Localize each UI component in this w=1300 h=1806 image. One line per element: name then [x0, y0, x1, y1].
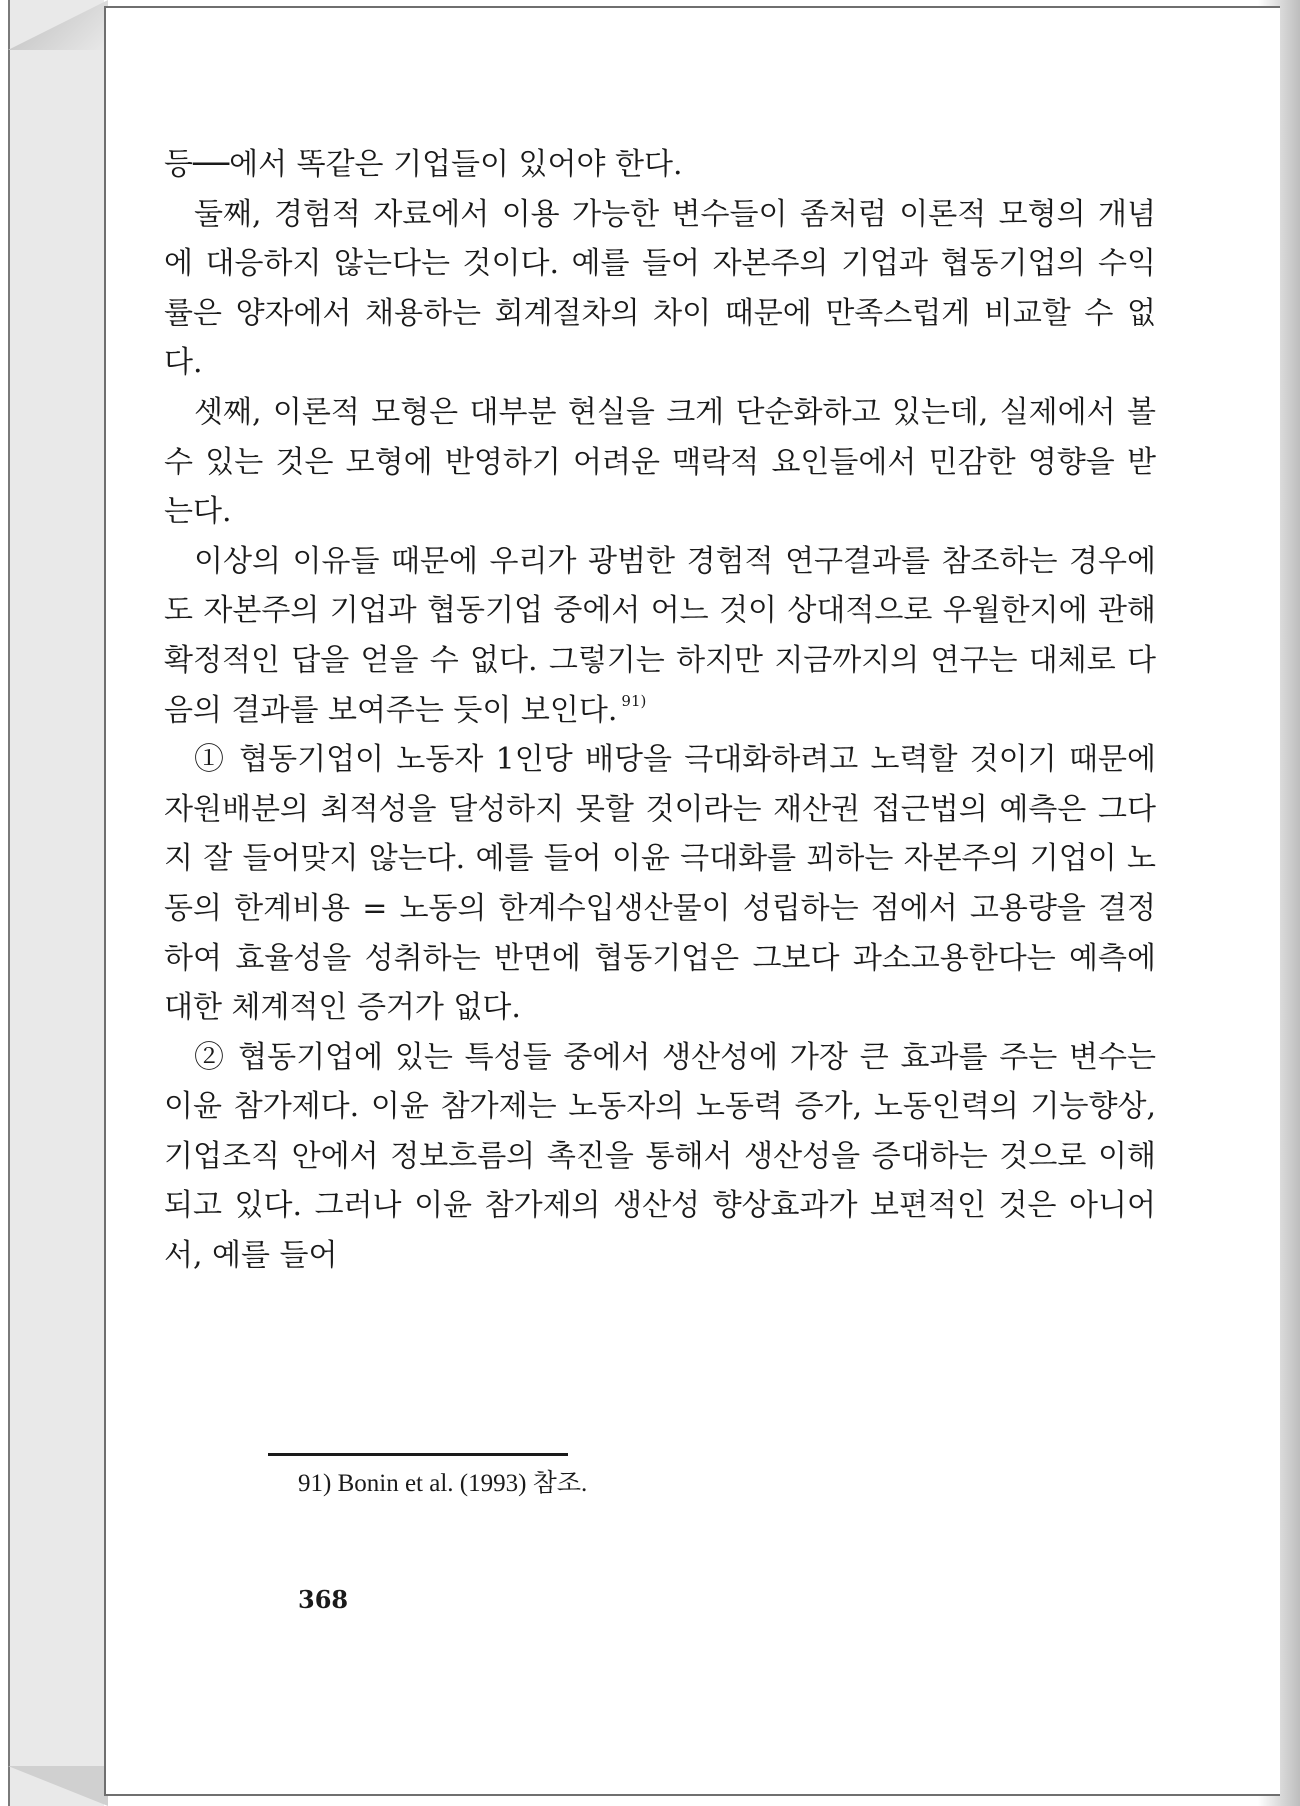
page-body [164, 140, 1156, 1281]
paragraph-finding-1: ① 협동기업이 노동자 1인당 배당을 극대화하려고 노력할 것이기 때문에 자원배분의 최적성을 달성하지 못할 것이라는 재산권 접근법의 예측은 그다지 잘 들어맞지 않는다. 예를 들어 이윤 극대화를 꾀하는 자본주의 기업이 노동의 한계비용 = 노동의 한계수입생산물이 성립하는 점에서 고용량을 결정하여 효율성을 성취하는 반면에 협동기업은 그보다 과소고용한다는 예측에 대한 체계적인 증거가 없다. [164, 742, 1156, 1026]
footnote: 91) Bonin et al. (1993) 참조. [298, 1470, 588, 1497]
paragraph-second-reason: 둘째, 경험적 자료에서 이용 가능한 변수들이 좀처럼 이론적 모형의 개념에 대응하지 않는다는 것이다. 예를 들어 자본주의 기업과 협동기업의 수익률은 양자에서 채용하는 회계절차의 차이 때문에 만족스럽게 비교할 수 없다. [164, 196, 1156, 381]
paragraph-summary-text: 이상의 이유들 때문에 우리가 광범한 경험적 연구결과를 참조하는 경우에도 자본주의 기업과 협동기업 중에서 어느 것이 상대적으로 우월한지에 관해 확정적인 답을 얻을 수 없다. 그렇기는 하지만 지금까지의 연구는 대체로 다음의 결과를 보여주는 듯이 보인다. [164, 543, 1156, 728]
paragraph-continuation: 등──에서 똑같은 기업들이 있어야 한다. [164, 147, 683, 182]
paragraph-summary [164, 537, 1156, 735]
book-spine [8, 0, 104, 1806]
paragraph-third-reason: 셋째, 이론적 모형은 대부분 현실을 크게 단순화하고 있는데, 실제에서 볼 수 있는 것은 모형에 반영하기 어려운 맥락적 요인들에서 민감한 영향을 받는다. [164, 394, 1156, 530]
page-number: 368 [298, 1585, 349, 1614]
footnote-divider [268, 1453, 568, 1456]
paragraph-finding-2: ② 협동기업에 있는 특성들 중에서 생산성에 가장 큰 효과를 주는 변수는 이윤 참가제다. 이윤 참가제는 노동자의 노동력 증가, 노동인력의 기능향상, 기업조직 안에서 정보흐름의 촉진을 통해서 생산성을 증대하는 것으로 이해되고 있다. 그러나 이윤 참가제의 생산성 향상효과가 보편적인 것은 아니어서, 예를 들어 [164, 1039, 1156, 1274]
footnote-reference: 91) [621, 691, 647, 710]
